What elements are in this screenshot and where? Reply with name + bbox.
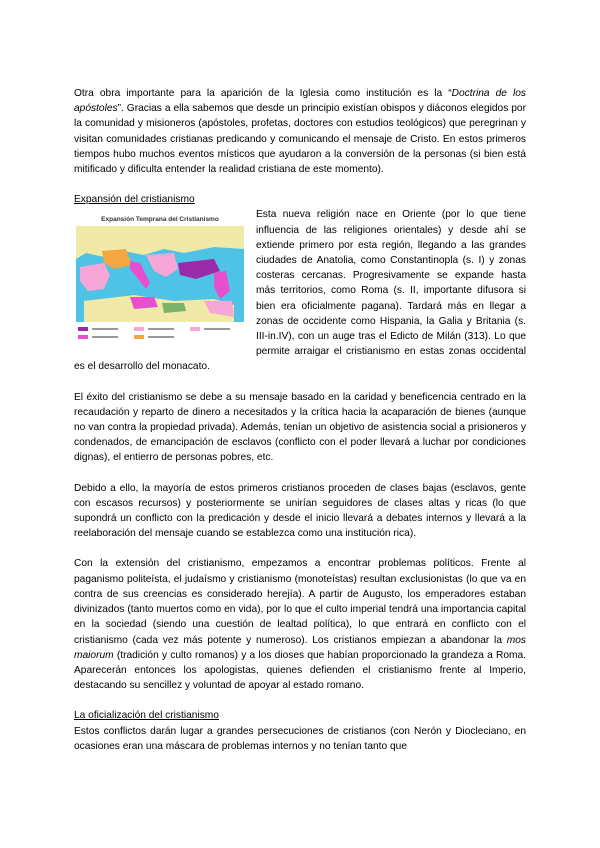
map-title: Expansión Temprana del Cristianismo: [101, 216, 219, 224]
paragraph-persecuciones: Estos conflictos darán lugar a grandes persecuciones de cristianos (con Nerón y Diocleciano, en ocasiones eran una máscara de problemas internos y no tenían tanto que: [74, 725, 526, 752]
mos-maiorum-emphasis: mos maiorum: [74, 634, 526, 661]
early-christianity-map: [74, 209, 246, 349]
legend-label-placeholder: [204, 328, 230, 330]
legend-swatch: [134, 327, 144, 331]
text-run: (tradición y culto romanos) y a los dioses que habían proporcionado la grandeza a Roma. Aparecerán entonces los apologistas, quienes defienden el cristianismo frente al Imperio, destacando su sencillez y voluntad de apoyar al estado romano.: [74, 649, 526, 692]
legend-label-placeholder: [92, 328, 118, 330]
map-graphic: [74, 209, 246, 349]
document-page: [74, 86, 526, 754]
paragraph-exito: El éxito del cristianismo se debe a su mensaje basado en la caridad y beneficencia centrado en la recaudación y reparto de dinero a necesitados y la crítica hacia la acaparación de bienes (aunque no van contra la propiedad privada). Además, tenían un objetivo de asistencia social a prisioneros y condenados, de emancipación de esclavos (conflicto con el poder llevará a luchar por condiciones dignas), el entierro de personas pobres, etc.: [74, 391, 526, 464]
section-heading-oficializacion: La oficialización del cristianismo: [74, 710, 219, 722]
paragraph-problemas-politicos: [74, 556, 526, 693]
paragraph-doctrina: [74, 86, 526, 177]
paragraph-expansion: Esta nueva religión nace en Oriente (por lo que tiene influencia de las religiones orientales) y desde ahí se extiende primero por esta región, llegando a las grandes ciudades de Anatolia, como Constantinopla (s. I) y zonas costeras cercanas. Progresivamente se expande hasta más territorios, como Roma (s. II, importante difusora si bien era oficialmente pagana). Tardará más en llegar a zonas de occidente como Hispania, la Galia y Britania (s. III-in.IV), con un auge tras el Edicto de Milán (313). Lo que permite arraigar el cristianismo en estas zonas occidental es el desarrollo del monacato.: [74, 209, 526, 373]
paragraph-clases: Debido a ello, la mayoría de estos primeros cristianos proceden de clases bajas (esclavos, gente con escasos recursos) y posteriormente se unirían seguidores de clases altas y ricas (lo que supondrá un conflicto con la predicación y desde el inicio llevará a debates internos y llevará a la reelaboración del mensaje cuando se establezca como una institución rica).: [74, 482, 526, 540]
legend-swatch: [78, 335, 88, 339]
legend-label-placeholder: [148, 328, 174, 330]
map-carthage: [130, 297, 158, 309]
legend-label-placeholder: [148, 336, 174, 338]
text-run: ”. Gracias a ella sabemos que desde un principio existían obispos y diáconos elegidos por la comunidad y misioneros (apóstoles, profetas, doctores con estudios teológicos) que peregrinan y visitan comunidades cristianas predicando y comunicando el mensaje de Cristo. En estos primeros tiempos hubo muchos eventos místicos que ayudaron a la conversión de la personas (si bien está mitificado y dificulta entender la realidad cristiana de este momento).: [74, 103, 526, 176]
legend-swatch: [134, 335, 144, 339]
legend-label-placeholder: [92, 336, 118, 338]
text-run: Con la extensión del cristianismo, empezamos a encontrar problemas políticos. Frente al paganismo politeísta, el judaísmo y cristianismo (monoteístas) resultan exclusionistas (lo que va en contra de sus creencias es considerado herejía). A partir de Augusto, los emperadores estaban divinizados (tanto muertos como en vida), por lo que el culto imperial tendrá una importancia capital en la sociedad (siendo una cuestión de lealtad política), lo que entrará en conflicto con el cristianismo (cada vez más potente y numeroso). Los cristianos empiezan a abandonar la: [74, 558, 526, 646]
text-run: Otra obra importante para la aparición de la Iglesia como institución es la “: [74, 88, 452, 99]
section-heading-expansion: Expansión del cristianismo: [74, 194, 195, 206]
book-title-emphasis: Doctrina de los apóstoles: [74, 88, 527, 115]
legend-swatch: [190, 327, 200, 331]
legend-swatch: [78, 327, 88, 331]
